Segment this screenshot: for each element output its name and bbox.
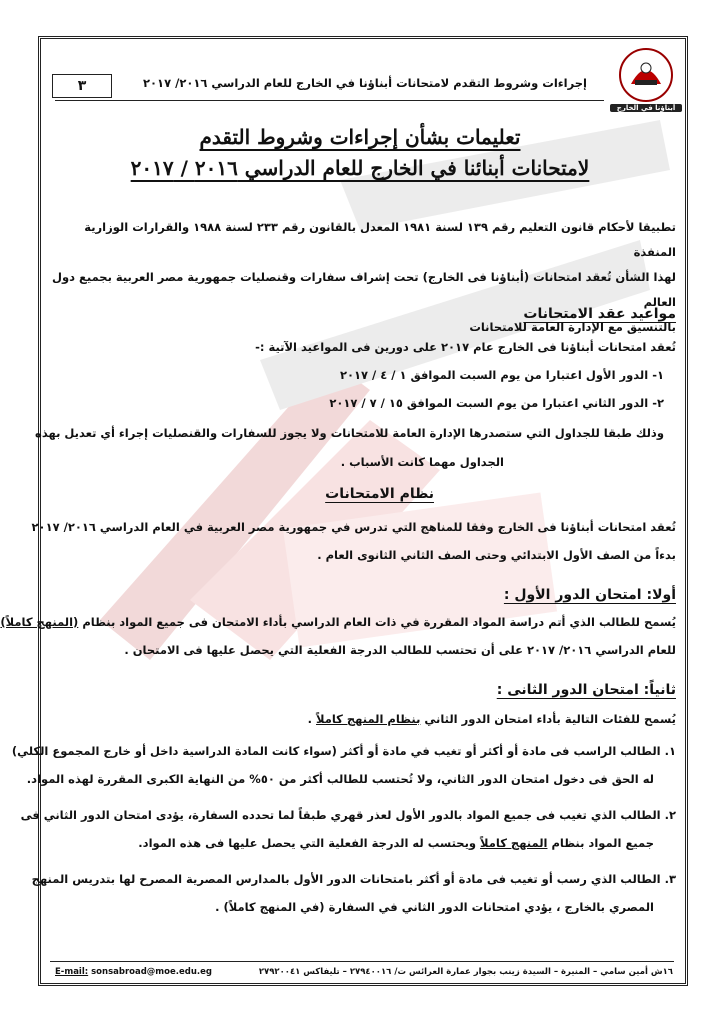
email-label: E-mail: [55,967,89,977]
footer-email[interactable] [55,967,212,977]
list-item: ٢. الطالب الذي تغيب فى جميع المواد بالدور الأول لعذر قهري طبقاً لما تحدده السفارة، يؤدى امتحان الدور الثاني فى [20,808,676,822]
full-curriculum-label: بنظام المنهج كاملاً [316,712,421,726]
schedule-note: الجداول مهما كانت الأسباب . [340,455,504,469]
title-line-1: تعليمات بشأن إجراءات وشروط التقدم [199,125,521,149]
second-round-heading: ثانياً: امتحان الدور الثانى : [496,682,676,698]
list-item [138,836,654,850]
title-line-2: لامتحانات أبنائنا في الخارج للعام الدراسي ٢٠١٦ / ٢٠١٧ [130,156,590,180]
schedule-round-1: ١- الدور الأول اعتبارا من يوم السبت الموافق ١ / ٤ / ٢٠١٧ [339,368,664,382]
page-number: ٣ [52,74,112,98]
system-line: تُعقد امتحانات أبناؤنا فى الخارج وفقا للمناهج التي تدرس في جمهورية مصر العربية في العام الدراسي ٢٠١٦/ ٢٠١٧ [31,520,676,534]
full-curriculum-label: (المنهج كاملاً) [0,615,79,629]
schedule-note: وذلك طبقا للجداول التي ستصدرها الإدارة العامة للامتحانات ولا يجوز للسفارات والقنصليات إجراء أي تعديل بهذه [35,426,664,440]
intro-line: تطبيقا لأحكام قانون التعليم رقم ١٣٩ لسنة ١٩٨١ المعدل بالقانون رقم ٢٣٣ لسنة ١٩٨٨ والقرارات الوزارية المنفذة [84,220,676,259]
first-round-line [0,615,676,629]
list-item-text: جميع المواد بنظام [547,836,654,850]
schedule-intro: تُعقد امتحانات أبناؤنا فى الخارج عام ٢٠١٧ على دورين فى المواعيد الآتية :- [255,340,676,354]
schedule-heading: مواعيد عقد الامتحانات [523,306,676,322]
full-curriculum-label: المنهج كاملاً [480,836,548,850]
footer-divider [50,961,674,962]
logo-caption: أبناؤنا في الخارج [610,104,682,112]
email-address[interactable]: sonsabroad@moe.edu.eg [88,967,212,977]
schedule-round-2: ٢- الدور الثاني اعتبارا من يوم السبت الموافق ١٥ / ٧ / ٢٠١٧ [329,396,664,410]
system-heading: نظام الامتحانات [325,486,434,502]
list-item-text: ويحتسب له الدرجة الفعلية التي يحصل عليها فى هذه المواد. [138,836,481,850]
header-divider [55,100,604,101]
first-round-heading: أولا: امتحان الدور الأول : [503,587,676,603]
first-round-line: للعام الدراسي ٢٠١٦/ ٢٠١٧ على أن تحتسب للطالب الدرجة الفعلية التي يحصل عليها فى الامتحان . [124,643,676,657]
list-item: ١. الطالب الراسب فى مادة أو أكثر أو تغيب في مادة أو أكثر (سواء كانت المادة الدراسية داخل أو خارج المجموع الكلي) [11,744,676,758]
ministry-logo [617,46,675,104]
footer-address: ١٦ش أمين سامي – المنيرة – السيدة زينب بجوار عمارة العرائس ت/ ٢٧٩٤٠٠١٦ – تليفاكس ٢٧٩٢٠٠٤١ [258,967,673,977]
second-round-text: . [307,712,317,726]
list-item: له الحق فى دخول امتحان الدور الثاني، ولا تُحتسب للطالب أكثر من ٥٠% من النهاية الكبرى المقررة لهذه المواد. [26,772,654,786]
second-round-text: يُسمح للفئات التالية بأداء امتحان الدور الثاني [420,712,676,726]
system-line: بدءاً من الصف الأول الابتدائي وحتى الصف الثاني الثانوى العام . [317,548,676,562]
intro-line: بالتنسيق مع الإدارة العامة للامتحانات [469,320,676,334]
first-round-text: يُسمح للطالب الذي أتم دراسة المواد المقررة في ذات العام الدراسي بأداء الامتحان فى جميع المواد بنظام [78,615,676,629]
second-round-intro [308,712,676,726]
intro-line: لهذا الشأن تُعقد امتحانات (أبناؤنا فى الخارج) تحت إشراف سفارات وقنصليات جمهورية مصر العربية بجميع دول العالم [51,270,676,309]
list-item: ٣. الطالب الذي رسب أو تغيب فى مادة أو أكثر بامتحانات الدور الأول بالمدارس المصرية المصرح لها بتدريس المنهج [31,872,676,886]
list-item: المصري بالخارج ، يؤدي امتحانات الدور الثاني في السفارة (في المنهج كاملاً) . [215,900,654,914]
running-title: إجراءات وشروط التقدم لامتحانات أبناؤنا في الخارج للعام الدراسي ٢٠١٦/ ٢٠١٧ [143,76,587,90]
